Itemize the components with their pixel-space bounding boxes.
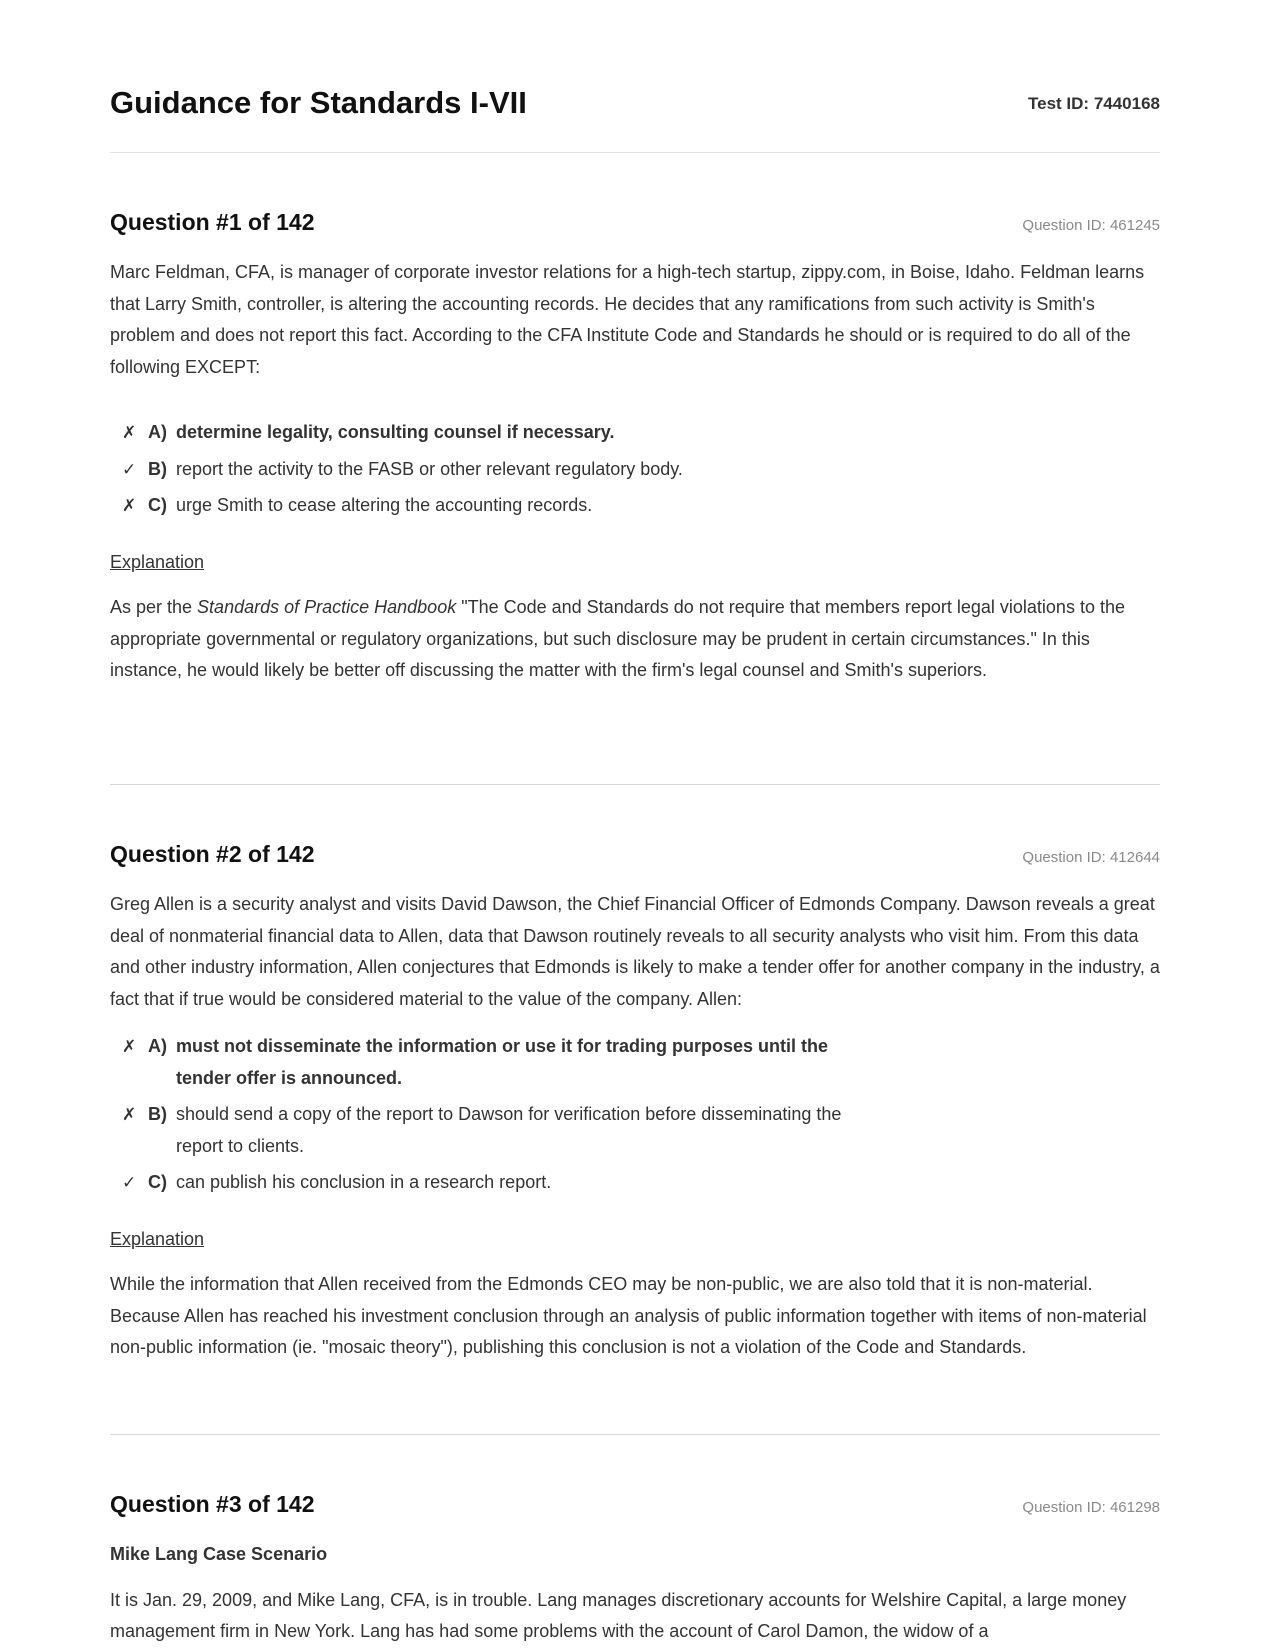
choice-text: can publish his conclusion in a research report. [176, 1172, 552, 1192]
document-page [110, 0, 1160, 1648]
handbook-title: Standards of Practice Handbook [197, 597, 457, 617]
question-header [110, 209, 1160, 249]
question-header [110, 841, 1160, 881]
answer-choice-a[interactable] [122, 417, 1160, 449]
cross-icon: ✗ [122, 423, 137, 442]
answer-choice-c[interactable] [122, 490, 1160, 522]
choice-letter: A) [148, 422, 167, 442]
cross-icon: ✗ [122, 1105, 137, 1124]
choice-text: urge Smith to cease altering the accounting records. [176, 495, 593, 515]
document-title: Guidance for Standards I-VII [110, 85, 527, 120]
answer-choice-a[interactable] [122, 1031, 1160, 1094]
choice-letter: C) [148, 1172, 167, 1192]
choice-letter: A) [148, 1036, 167, 1056]
question-id: Question ID: 461298 [1022, 1499, 1160, 1516]
answer-choice-b[interactable] [122, 454, 1160, 486]
question-id: Question ID: 412644 [1022, 849, 1160, 866]
choice-text: report the activity to the FASB or other relevant regulatory body. [176, 458, 683, 479]
question-header [110, 1491, 1160, 1531]
check-icon: ✓ [122, 1173, 137, 1192]
explanation-prefix: As per the [110, 597, 198, 617]
question-text: Marc Feldman, CFA, is manager of corporate investor relations for a high-tech startup, zippy.com, in Boise, Idaho. Feldman learns that Larry Smith, controller, is altering the accounting records. He decides that any ramifications from such activity is Smith's problem and does not report this fact. According to the CFA Institute Code and Standards he should or is required to do all of the following EXCEPT: [110, 262, 1145, 377]
question-title: Question #2 of 142 [110, 841, 315, 867]
choice-text: must not disseminate the information or use it for trading purposes until the tender offer is announced. [176, 1036, 829, 1088]
explanation-text: While the information that Allen received from the Edmonds CEO may be non-public, we are also told that it is non-material. Because Allen has reached his investment conclusion through an analysis of public information together with items of non-material non-public information (ie. "mosaic theory"), publishing this conclusion is not a violation of the Code and Standards. [110, 1274, 1147, 1357]
answer-choices [110, 1031, 1160, 1199]
question-3 [110, 1435, 1160, 1648]
choice-letter: B) [148, 458, 167, 479]
question-text: Greg Allen is a security analyst and visits David Dawson, the Chief Financial Officer of Edmonds Company. Dawson reveals a great deal of nonmaterial financial data to Allen, data that Dawson routinely reveals to all security analysts who visit him. From this data and other industry information, Allen conjectures that Edmonds is likely to make a tender offer for another company in the industry, a fact that if true would be considered material to the value of the company. Allen: [110, 894, 1160, 1009]
explanation-label: Explanation [110, 551, 205, 572]
case-scenario-title: Mike Lang Case Scenario [110, 1544, 328, 1564]
choice-letter: C) [148, 495, 167, 515]
document-header [110, 0, 1160, 153]
answer-choices [110, 417, 1160, 522]
answer-choice-c[interactable] [122, 1167, 1160, 1199]
question-title: Question #3 of 142 [110, 1491, 315, 1517]
question-1 [110, 153, 1160, 785]
explanation-text [110, 592, 1160, 687]
question-text: It is Jan. 29, 2009, and Mike Lang, CFA, is in trouble. Lang manages discretionary accounts for Welshire Capital, a large money management firm in New York. Lang has had some problems with the account of Carol Damon, the widow of a [110, 1589, 1127, 1641]
answer-choice-b[interactable] [122, 1099, 1160, 1162]
cross-icon: ✗ [122, 496, 137, 515]
question-id: Question ID: 461245 [1022, 217, 1160, 234]
choice-text: should send a copy of the report to Dawson for verification before disseminating the report to clients. [176, 1104, 842, 1156]
check-icon: ✓ [122, 459, 137, 479]
explanation-body: "The Code and Standards do not require that members report legal violations to the appropriate governmental or regulatory organizations, but such disclosure may be prudent in certain circumstances." In this instance, he would likely be better off discussing the matter with the firm's legal counsel and Smith's superiors. [110, 597, 1125, 680]
question-title: Question #1 of 142 [110, 209, 315, 235]
explanation-label: Explanation [110, 1228, 205, 1249]
cross-icon: ✗ [122, 1037, 137, 1056]
test-id: Test ID: 7440168 [1028, 94, 1160, 113]
choice-letter: B) [148, 1104, 167, 1124]
question-2 [110, 785, 1160, 1435]
choice-text: determine legality, consulting counsel if necessary. [176, 422, 615, 442]
